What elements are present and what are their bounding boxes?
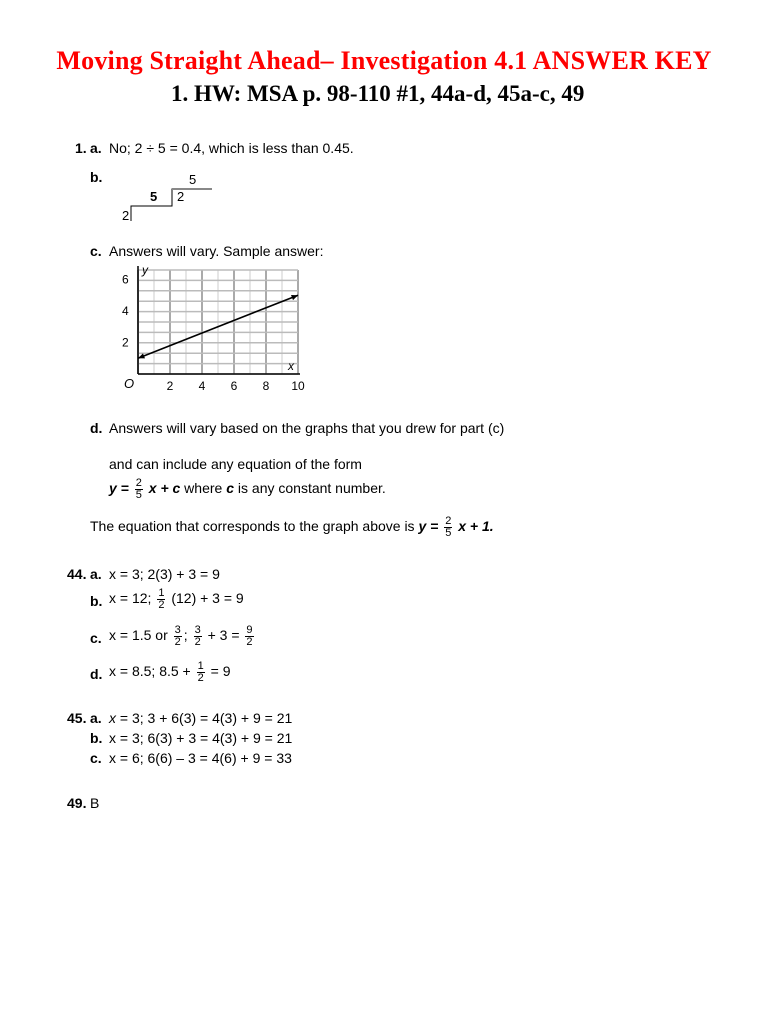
q44a-answer: x = 3; 2(3) + 3 = 9: [109, 566, 220, 582]
q1d-line1: Answers will vary based on the graphs that you drew for part (c): [109, 420, 505, 436]
graph-grid: [138, 270, 298, 374]
page-title: Moving Straight Ahead– Investigation 4.1 ANSWER KEY: [56, 46, 712, 75]
q45c-answer: x = 6; 6(6) – 3 = 4(6) + 9 = 33: [109, 750, 292, 766]
q44-number: 44.: [67, 566, 87, 582]
q1a-label: a.: [90, 140, 102, 156]
x-tick-label: 4: [198, 379, 206, 393]
y-tick-label: 2: [122, 335, 129, 350]
q1d-label: d.: [90, 420, 103, 436]
arrowhead: [138, 353, 145, 358]
q1-number: 1.: [75, 140, 87, 156]
q44d-answer: x = 8.5; 8.5 + $\frac{1}{2}$ = 9: [109, 660, 231, 684]
eq-y: y =: [109, 480, 129, 497]
q45a-label: a.: [90, 710, 102, 726]
eq-slope-fraction: $\frac{2}{5}$: [135, 477, 142, 501]
eq-rest: x + c: [148, 480, 181, 497]
x-axis-label: x: [288, 359, 294, 373]
q49-number: 49.: [67, 795, 87, 811]
y-tick-label: 6: [122, 272, 129, 287]
page-subtitle: 1. HW: MSA p. 98-110 #1, 44a-d, 45a-c, 49: [171, 81, 585, 106]
diagram-label-rise-top: 5: [189, 172, 197, 187]
diagram-label-run-top: 2: [177, 189, 185, 204]
q1a-answer: No; 2 ÷ 5 = 0.4, which is less than 0.45.: [109, 140, 354, 156]
x-tick-label: 2: [166, 379, 174, 393]
arrowhead: [291, 295, 298, 300]
y-axis-label: y: [142, 263, 148, 277]
q49-answer: B: [90, 795, 100, 811]
q45c-label: c.: [90, 750, 102, 766]
q44c-answer: x = 1.5 or $\frac{3}{2}$ ; $\frac{3}{2}$ + 3 = $\frac{9}{2}$: [109, 624, 253, 648]
q44c-label: c.: [90, 630, 102, 646]
staircase-diagram: [110, 168, 230, 228]
y-tick-label: 4: [122, 303, 129, 318]
q45b-label: b.: [90, 730, 103, 746]
q1b-label: b.: [90, 169, 103, 185]
graph-axes: [138, 266, 300, 374]
q1d-graph-equation: The equation that corresponds to the graph above is y = $\frac{2}{5}$ x + 1.: [90, 515, 494, 539]
q1d-general-equation: y = $\frac{2}{5}$ x + c where c is any constant number.: [109, 477, 386, 501]
graph-eq-text: The equation that corresponds to the graph above is: [90, 518, 419, 535]
x-tick-label: 10: [291, 379, 305, 393]
q1c-label: c.: [90, 243, 102, 259]
graph-eq-fraction: $\frac{2}{5}$: [445, 515, 452, 539]
origin-label: O: [124, 376, 135, 391]
sample-line-graph: [110, 262, 310, 404]
x-tick-label: 6: [230, 379, 238, 393]
q45b-answer: x = 3; 6(3) + 3 = 4(3) + 9 = 21: [109, 730, 293, 746]
q44d-label: d.: [90, 666, 103, 682]
q44b-label: b.: [90, 593, 103, 609]
q44a-label: a.: [90, 566, 102, 582]
diagram-label-run-mid: 5: [150, 189, 158, 204]
q1c-text: Answers will vary. Sample answer:: [109, 243, 324, 259]
q45-number: 45.: [67, 710, 87, 726]
x-tick-label: 8: [262, 379, 270, 393]
diagram-label-rise-bottom: 2: [122, 208, 130, 223]
q1d-line2: and can include any equation of the form: [109, 456, 362, 472]
q45a-answer: x = 3; 3 + 6(3) = 4(3) + 9 = 21: [109, 710, 293, 726]
q44b-answer: x = 12; $\frac{1}{2}$ (12) + 3 = 9: [109, 587, 244, 611]
